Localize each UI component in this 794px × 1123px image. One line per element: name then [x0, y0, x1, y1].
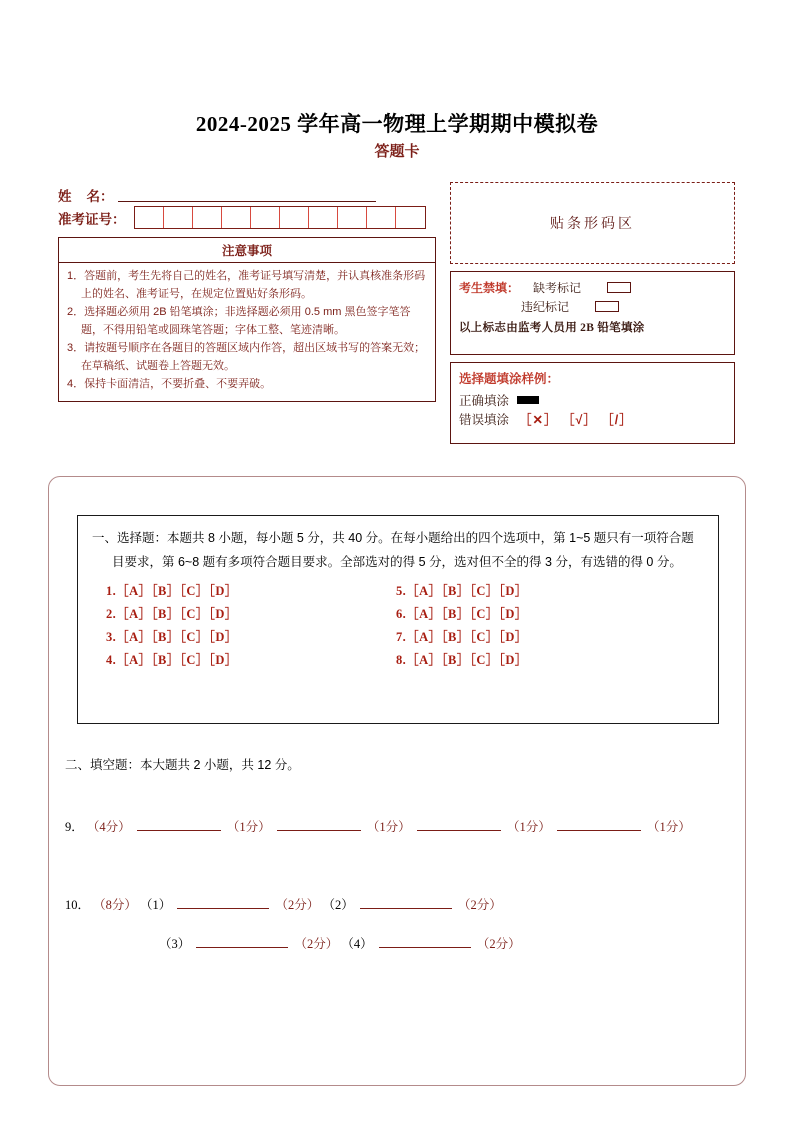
name-input-line[interactable]: [118, 187, 376, 202]
exam-id-cell[interactable]: [135, 207, 164, 228]
question-9-blank-2[interactable]: [277, 818, 361, 831]
question-9-point-2: （1分）: [366, 820, 411, 834]
question-9-point-3: （1分）: [506, 820, 551, 834]
question-9-total-points: （4分）: [86, 820, 131, 834]
mc-column-left: [106, 580, 396, 672]
mc-row-7[interactable]: 7.［A］［B］［C］［D］: [396, 630, 528, 644]
notice-body: [59, 263, 435, 401]
name-label: 姓 名：: [58, 188, 114, 204]
mc-row-3[interactable]: 3.［A］［B］［C］［D］: [106, 630, 238, 644]
section-one-title: 一、选择题：本题共 8 小题，每小题 5 分，共 40 分。在每小题给出的四个选项中，第 1~5 题只有一项符合题目要求，第 6~8 题有多项符合题目要求。全部选对的得 5 分，选对但不全的得 3 分，有选错的得 0 分。: [92, 531, 694, 569]
absent-mark-row: [459, 278, 734, 297]
name-row: [58, 183, 436, 206]
identity-block: [58, 183, 436, 229]
multiple-choice-grid: [92, 580, 704, 672]
page-subtitle: 答题卡: [374, 144, 420, 160]
mc-row-4[interactable]: 4.［A］［B］［C］［D］: [106, 653, 238, 667]
exam-id-cell[interactable]: [367, 207, 396, 228]
violation-mark-row: [459, 297, 734, 316]
notice-item: 2．选择题必须用 2B 铅笔填涂；非选择题必须用 0.5 mm 黑色签字笔答题，不得用铅笔或圆珠笔答题；字体工整、笔迹清晰。: [67, 306, 411, 336]
fill-sample-title: 选择题填涂样例：: [459, 372, 560, 386]
question-10-blank-4[interactable]: [379, 935, 471, 948]
mc-column-right: [396, 580, 686, 672]
question-10-row-second: [159, 934, 521, 952]
question-10-blank-1[interactable]: [177, 896, 269, 909]
question-10-point-2: （2分）: [457, 898, 502, 912]
exam-id-cell[interactable]: [193, 207, 222, 228]
proctor-marks-box: [450, 271, 735, 355]
notice-box: [58, 237, 436, 402]
question-10-total-points: （8分）: [93, 898, 137, 912]
notice-item: 4．保持卡面清洁，不要折叠、不要弄破。: [67, 378, 272, 390]
question-10-point-3: （2分）: [294, 937, 339, 951]
question-9-blank-3[interactable]: [417, 818, 501, 831]
wrong-fill-marks-icon: ［✕］ ［√］ ［/］: [519, 412, 633, 427]
question-10-blank-3[interactable]: [196, 935, 288, 948]
proctor-note: 以上标志由监考人员用 2B 铅笔填涂: [459, 322, 645, 334]
question-10-row-first: [65, 895, 502, 913]
question-9-point-1: （1分）: [226, 820, 271, 834]
mc-row-8[interactable]: 8.［A］［B］［C］［D］: [396, 653, 528, 667]
absent-mark-label: 缺考标记: [533, 281, 582, 295]
notice-item: 3．请按题号顺序在各题目的答题区域内作答，超出区域书写的答案无效；在草稿纸、试题卷上答题无效。: [67, 342, 426, 372]
violation-mark-label: 违纪标记: [521, 300, 570, 314]
correct-fill-label: 正确填涂: [459, 393, 510, 408]
question-9-number: 9．: [65, 820, 84, 834]
question-10-point-4: （2分）: [476, 937, 521, 951]
mc-row-1[interactable]: 1.［A］［B］［C］［D］: [106, 584, 238, 598]
exam-id-cell[interactable]: [396, 207, 425, 228]
section-two-title: 二、填空题：本大题共 2 小题，共 12 分。: [65, 758, 300, 772]
fill-sample-box: [450, 362, 735, 444]
violation-mark-checkbox[interactable]: [595, 301, 619, 312]
notice-heading: 注意事项: [59, 238, 435, 263]
mc-row-2[interactable]: 2.［A］［B］［C］［D］: [106, 607, 238, 621]
multiple-choice-box: [77, 515, 719, 724]
question-10-sub-2-label: （2）: [322, 898, 354, 912]
question-9-row: [65, 817, 691, 835]
wrong-fill-row: [459, 409, 734, 428]
barcode-paste-area: [450, 182, 735, 264]
correct-fill-row: [459, 390, 734, 409]
exam-id-row: [58, 206, 436, 229]
question-10-number: 10．: [65, 898, 91, 912]
question-9-blank-1[interactable]: [137, 818, 221, 831]
mc-row-5[interactable]: 5.［A］［B］［C］［D］: [396, 584, 528, 598]
exam-id-label: 准考证号：: [58, 211, 126, 227]
question-10-sub-1-label: （1）: [140, 898, 172, 912]
exam-id-cell[interactable]: [280, 207, 309, 228]
exam-id-cell[interactable]: [338, 207, 367, 228]
question-9-point-4: （1分）: [646, 820, 691, 834]
exam-id-cell[interactable]: [222, 207, 251, 228]
absent-mark-checkbox[interactable]: [607, 282, 631, 293]
exam-id-boxes[interactable]: [134, 206, 426, 229]
question-10-blank-2[interactable]: [360, 896, 452, 909]
exam-id-cell[interactable]: [251, 207, 280, 228]
wrong-fill-label: 错误填涂: [459, 412, 510, 427]
answer-area: [48, 476, 746, 1086]
notice-item: 1．答题前，考生先将自己的姓名，准考证号填写清楚，并认真核准条形码上的姓名、准考证号，在规定位置贴好条形码。: [67, 270, 426, 300]
forbidden-label: 考生禁填：: [459, 281, 520, 295]
correct-fill-mark-icon: [517, 396, 539, 404]
barcode-area-label: 贴条形码区: [550, 215, 635, 231]
mc-row-6[interactable]: 6.［A］［B］［C］［D］: [396, 607, 528, 621]
exam-id-cell[interactable]: [309, 207, 338, 228]
page-title: 2024-2025 学年高一物理上学期期中模拟卷: [195, 112, 599, 136]
exam-id-cell[interactable]: [164, 207, 193, 228]
question-10-sub-4-label: （4）: [341, 937, 373, 951]
question-10-sub-3-label: （3）: [159, 937, 191, 951]
question-9-blank-4[interactable]: [557, 818, 641, 831]
question-10-point-1: （2分）: [275, 898, 320, 912]
